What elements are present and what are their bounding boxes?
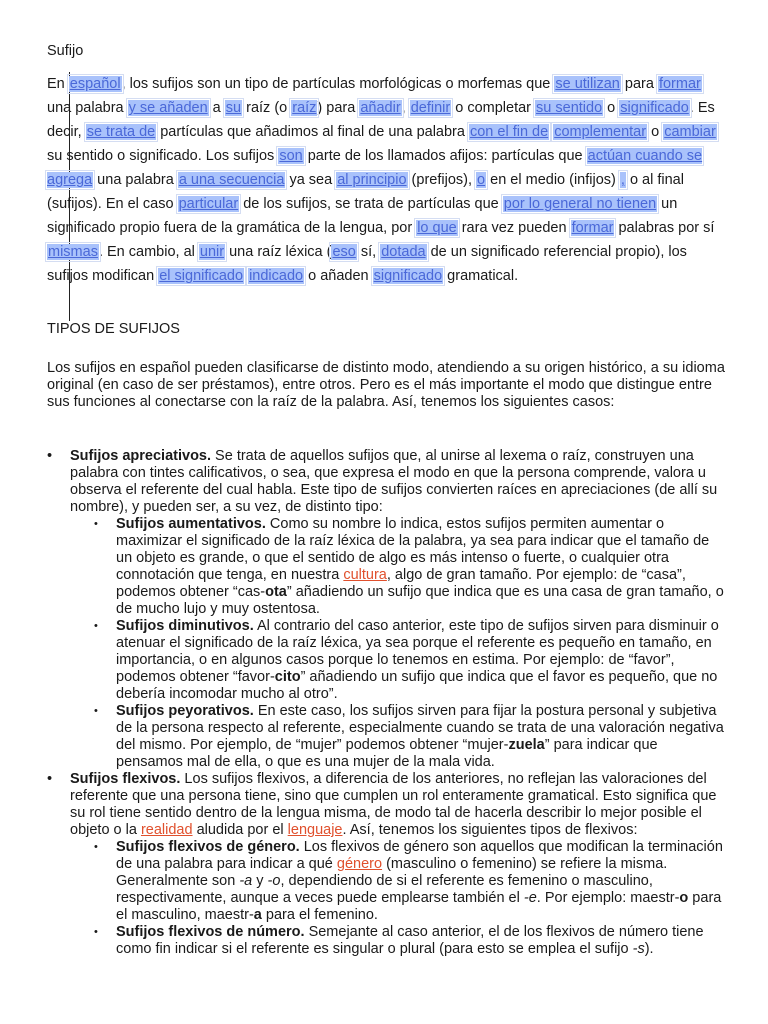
suffix-bold: cito — [274, 669, 301, 685]
intro-text: una palabra — [47, 100, 128, 116]
item-term: Sufijos apreciativos. — [70, 448, 212, 464]
highlighted-phrase[interactable]: complementar — [554, 124, 647, 140]
list-item — [47, 771, 727, 958]
item-text: aludida por el — [192, 822, 288, 838]
list-item — [47, 448, 727, 771]
highlighted-phrase[interactable]: raíz — [292, 100, 317, 116]
list-item — [70, 516, 727, 618]
suffix-list — [47, 448, 727, 958]
intro-text: rara vez pueden — [457, 220, 571, 236]
intro-text: raíz (o — [242, 100, 292, 116]
intro-text: una raíz léxica ( — [225, 244, 332, 260]
intro-text: de un significado referencial propio), los sufijos modifican — [47, 244, 687, 284]
section-heading: TIPOS DE SUFIJOS — [47, 321, 180, 337]
highlighted-phrase[interactable]: particular — [178, 196, 239, 212]
item-term: Sufijos flexivos de género. — [116, 839, 300, 855]
item-text: ” para indicar que pensamos mal de ella, o que es una mujer de la mala vida. — [116, 737, 658, 770]
bullet-icon: • — [94, 841, 98, 853]
suffix-bold: o — [679, 890, 689, 906]
item-text: Semejante al caso anterior, el de los flexivos de número tiene como fin indicar si el referente es singular o plural (para esto se emplea el sufijo — [116, 924, 704, 957]
highlighted-phrase[interactable]: por lo general no tienen — [503, 196, 657, 212]
bullet-icon: • — [47, 771, 53, 787]
highlighted-phrase[interactable]: español — [69, 76, 121, 92]
intro-text: un significado propio fuera de la gramática de la lengua, por — [47, 196, 678, 236]
item-term: Sufijos peyorativos. — [116, 703, 254, 719]
bullet-icon: • — [94, 705, 98, 717]
suffix-italic: -o — [267, 873, 281, 889]
highlighted-phrase[interactable]: dotada — [381, 244, 426, 260]
item-text: Como su nombre lo indica, estos sufijos permiten aumentar o maximizar el significado de la raíz léxica de la palabra, ya sea para indicar que el tamaño de un objeto es grande, o que el sentido de algo es más intenso o fuerte, o cualquier otra connotación que tenga, en nuestra — [116, 516, 710, 583]
intro-text: sí, — [356, 244, 381, 260]
intro-text: ) para — [317, 100, 360, 116]
intro-text: (prefijos), — [407, 172, 477, 188]
highlighted-phrase[interactable]: eso — [332, 244, 356, 260]
suffix-bold: a — [253, 907, 262, 923]
intro-text: palabras por sí — [614, 220, 715, 236]
highlighted-phrase[interactable]: formar — [571, 220, 614, 236]
highlighted-phrase[interactable]: su — [225, 100, 242, 116]
highlighted-phrase[interactable]: son — [279, 148, 303, 164]
intro-text: una palabra — [93, 172, 178, 188]
item-text: , dependiendo de si el referente es femenino o masculino, respectivamente, aunque a veces puede emplearse también el — [116, 873, 653, 906]
intro-text: a — [208, 100, 225, 116]
item-text: , algo de gran tamaño. Por ejemplo: de “casa”, podemos obtener “cas- — [116, 567, 686, 600]
highlighted-phrase[interactable]: actúan cuando se agrega — [47, 148, 703, 188]
list-item — [70, 703, 727, 771]
highlighted-phrase[interactable]: indicado — [249, 268, 304, 284]
intro-text: ya sea — [285, 172, 337, 188]
intro-text: en el medio (infijos) — [486, 172, 620, 188]
intro-text: , los sufijos son un tipo de partículas morfológicas o morfemas que — [121, 76, 555, 92]
bullet-icon: • — [94, 518, 98, 530]
highlighted-phrase[interactable]: mismas — [48, 244, 98, 260]
item-text: ). — [644, 941, 654, 957]
bullet-icon: • — [94, 926, 98, 938]
sub-list — [70, 839, 727, 958]
item-text: Se trata de aquellos sufijos que, al unirse al lexema o raíz, construyen una palabra con tintes calificativos, o sea, que expresa el modo en que la persona comprende, valora u observa el referente del cual habla. Este tipo de sufijos convierten raíces en apreciaciones (de allí su nombre), y pueden ser, a su vez, de distinto tipo: — [70, 448, 718, 515]
highlighted-phrase[interactable]: unir — [199, 244, 225, 260]
item-term: Sufijos flexivos de número. — [116, 924, 305, 940]
body-paragraph: Los sufijos en español pueden clasificarse de distinto modo, atendiendo a su origen histórico, a su idioma original (en caso de ser préstamos), entre otros. Pero es el más importante el modo que distingue entre sus funciones al conectarse con la raíz de la palabra. Así, tenemos los siguientes casos: — [47, 360, 725, 410]
link-realidad[interactable]: realidad — [140, 822, 193, 838]
highlighted-phrase[interactable]: el significado — [159, 268, 244, 284]
highlighted-phrase[interactable]: su sentido — [536, 100, 603, 116]
suffix-italic: -s — [632, 941, 645, 957]
document-title: Sufijo — [47, 43, 84, 59]
highlighted-phrase[interactable]: y se añaden — [128, 100, 208, 116]
intro-text: gramatical. — [443, 268, 519, 284]
highlighted-phrase[interactable]: cambiar — [664, 124, 716, 140]
bullet-icon: • — [94, 620, 98, 632]
item-text: y — [252, 873, 268, 889]
item-text: . Por ejemplo: maestr- — [536, 890, 680, 906]
highlighted-phrase[interactable]: a una secuencia — [178, 172, 285, 188]
suffix-italic: -a — [239, 873, 253, 889]
link-genero[interactable]: género — [336, 856, 383, 872]
highlighted-phrase[interactable]: significado — [620, 100, 689, 116]
item-term: Sufijos aumentativos. — [116, 516, 266, 532]
intro-text: o completar — [451, 100, 536, 116]
link-cultura[interactable]: cultura — [343, 567, 387, 583]
suffix-bold: zuela — [508, 737, 545, 753]
item-text: ” añadiendo un sufijo que indica que es una casa de gran tamaño, o de mucho lujo y muy ostentosa. — [116, 584, 724, 617]
suffix-italic: -e — [523, 890, 537, 906]
item-text: En este caso, los sufijos sirven para fijar la postura personal y subjetiva de la persona respecto al referente, especialmente cuando se trata de una valoración negativa del mismo. Por ejemplo, de “mujer” podemos obtener “mujer- — [116, 703, 724, 753]
highlighted-phrase[interactable]: , — [620, 172, 625, 188]
list-item — [70, 924, 727, 958]
item-text: (masculino o femenino) se refiere la misma. Generalmente son — [116, 856, 668, 889]
item-text: Los flexivos de género son aquellos que modifican la terminación de una palabra para indicar a qué — [116, 839, 723, 872]
intro-text: su sentido o significado. Los sufijos — [47, 148, 279, 164]
item-term: Sufijos diminutivos. — [116, 618, 254, 634]
item-text: para el femenino. — [261, 907, 378, 923]
item-term: Sufijos flexivos. — [70, 771, 181, 787]
intro-text: parte de los llamados afijos: partículas que — [303, 148, 587, 164]
intro-text: o — [603, 100, 620, 116]
intro-text: o al final (sufijos). En el caso — [47, 172, 684, 212]
highlighted-phrase[interactable]: con el fin de — [469, 124, 549, 140]
item-text: ” añadiendo un sufijo que indica que el favor es pequeño, que no debería incomodar mucho al otro”. — [116, 669, 718, 702]
highlighted-phrase[interactable]: o — [477, 172, 486, 188]
item-text: Los sufijos flexivos, a diferencia de los anteriores, no reflejan las valoraciones del referente que una persona tiene, sino que cumplen un rol enteramente gramatical. Esto significa que su rol tiene sentido dentro de la lengua misma, de modo tal de hacerla describir lo mejor posible el objeto o la — [70, 771, 717, 838]
highlighted-phrase[interactable]: al principio — [337, 172, 407, 188]
intro-text: o — [647, 124, 664, 140]
suffix-bold: ota — [265, 584, 287, 600]
link-lenguaje[interactable]: lenguaje — [287, 822, 343, 838]
item-text: Al contrario del caso anterior, este tipo de sufijos sirven para disminuir o atenuar el significado de la raíz léxica, ya sea porque el referente es pequeño en tamaño, en importancia, o en algunos casos porque lo tenemos en estima. Por ejemplo: de “favor”, podemos obtener “favor- — [116, 618, 719, 685]
highlighted-phrase[interactable]: lo que — [417, 220, 457, 236]
intro-paragraph — [47, 72, 727, 288]
intro-text: En — [47, 76, 69, 92]
intro-text: partículas que añadimos al final de una palabra — [156, 124, 469, 140]
item-text: para el masculino, maestr- — [116, 890, 722, 923]
list-item — [70, 839, 727, 924]
highlighted-phrase[interactable]: definir — [410, 100, 451, 116]
intro-text: . En cambio, al — [98, 244, 199, 260]
highlighted-phrase[interactable]: significado — [373, 268, 443, 284]
highlighted-phrase[interactable]: formar — [658, 76, 701, 92]
highlighted-phrase[interactable]: se trata de — [86, 124, 156, 140]
list-item — [70, 618, 727, 703]
intro-text: para — [620, 76, 658, 92]
intro-text: de los sufijos, se trata de partículas que — [239, 196, 503, 212]
item-text: . Así, tenemos los siguientes tipos de flexivos: — [342, 822, 638, 838]
sub-list — [70, 516, 727, 771]
highlighted-phrase[interactable]: añadir — [360, 100, 401, 116]
intro-text: . Es decir, — [47, 100, 715, 140]
highlighted-phrase[interactable]: se utilizan — [555, 76, 620, 92]
bullet-icon: • — [47, 448, 53, 464]
intro-text: o añaden — [304, 268, 373, 284]
intro-text: , — [401, 100, 410, 116]
